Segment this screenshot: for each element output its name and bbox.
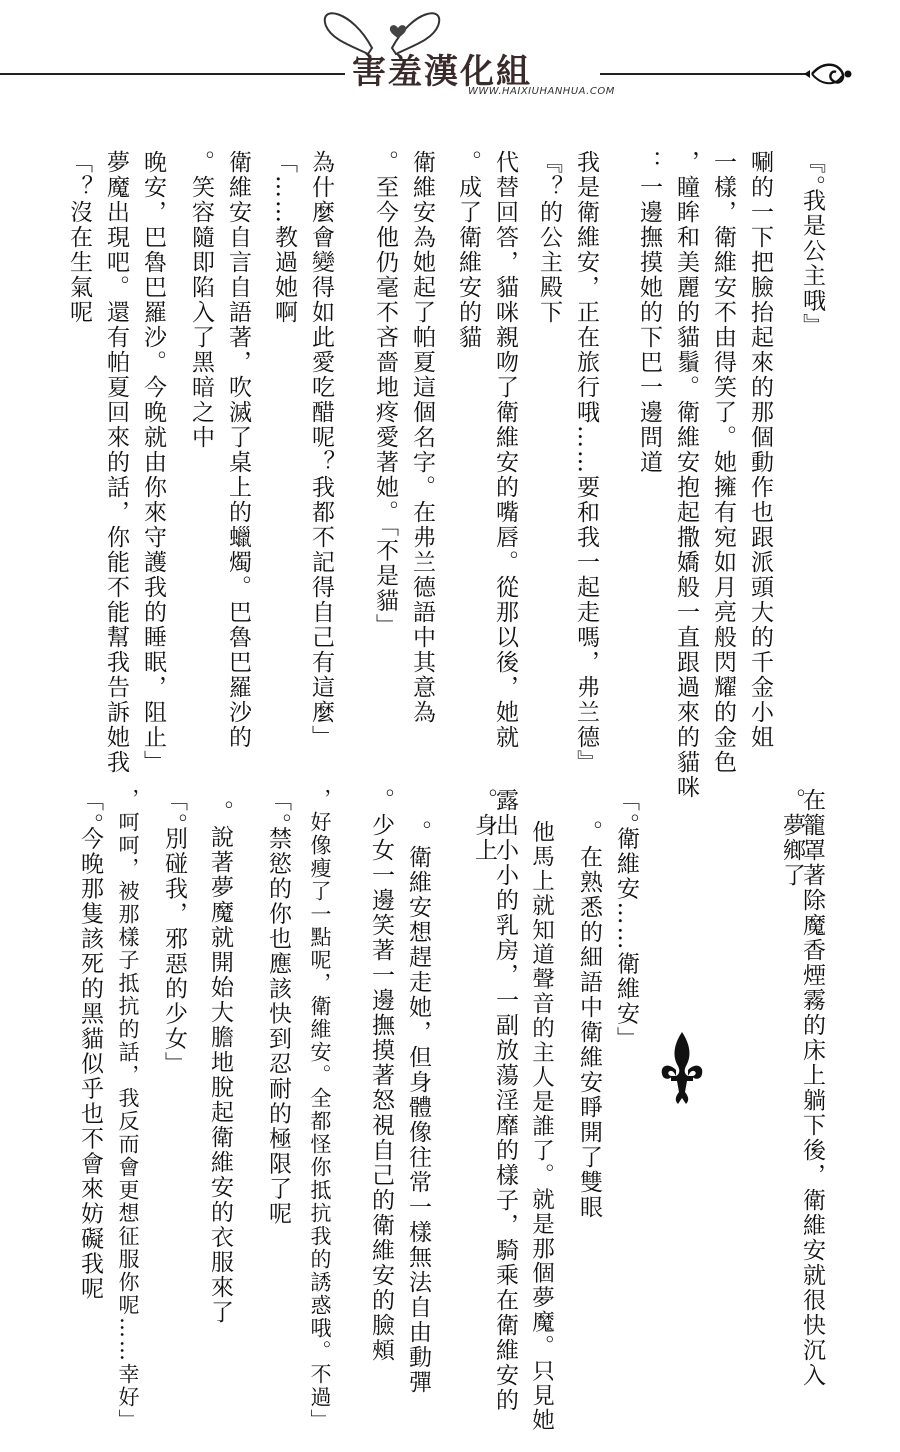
text-column: 教過她啊……」 bbox=[271, 150, 297, 325]
text-column: 衛維安想趕走她，但身體像往常一樣無法自由動彈。 bbox=[405, 820, 431, 1395]
flourish-icon bbox=[804, 65, 852, 84]
text-column: 瞳眸和美麗的貓鬚。衛維安抱起撒嬌般一直跟過來的貓咪， bbox=[673, 150, 699, 800]
text-column: 衛維安為她起了帕夏這個名字。在弗兰德語中其意為 bbox=[409, 150, 435, 725]
text-column: 他馬上就知道聲音的主人是誰了。就是那個夢魔。只見她 bbox=[528, 820, 555, 1433]
logo-text: 害羞漢化組 bbox=[352, 52, 532, 92]
text-column: 成了衛維安的貓。 bbox=[455, 150, 481, 350]
text-column: 唰的一下把臉抬起來的那個動作也跟派頭大的千金小姐 bbox=[747, 150, 773, 750]
text-column: 夢鄉了。 bbox=[779, 788, 805, 888]
text-column: 『我是公主哦。』 bbox=[799, 150, 825, 339]
text-column: 一邊撫摸她的下巴一邊問道： bbox=[636, 150, 662, 475]
text-column: 代替回答，貓咪親吻了衛維安的嘴唇。從那以後，她就 bbox=[492, 150, 518, 750]
text-column: 「衛維安……衛維安。」 bbox=[613, 788, 639, 1052]
text-column: 「為什麼會變得如此愛吃醋呢？我都不記得自己有這麼 bbox=[308, 150, 334, 750]
text-column: 「不是貓」。至今他仍毫不吝嗇地疼愛著她。 bbox=[372, 150, 398, 639]
text-column: 笑容隨即陷入了黑暗之中。 bbox=[188, 150, 214, 450]
text-column: 少女一邊笑著一邊撫摸著怒視自己的衛維安的臉頰。 bbox=[368, 788, 394, 1363]
text-column: 「晚安，巴魯巴羅沙。今晚就由你來守護我的睡眠，阻止 bbox=[140, 150, 166, 775]
text-column: 在籠罩著除魔香煙霧的床上躺下後，衛維安就很快沉入 bbox=[799, 788, 825, 1388]
text-column: 『我是衛維安，正在旅行哦……要和我一起走嗎，弗兰德 bbox=[573, 150, 599, 775]
text-column: 在熟悉的細語中衛維安睜開了雙眼。 bbox=[576, 820, 602, 1220]
text-column: 今晚那隻該死的黑貓似乎也不會來妨礙我呢。」 bbox=[77, 788, 103, 1302]
text-column: 沒在生氣呢？」 bbox=[66, 150, 92, 325]
text-column: 說著夢魔就開始大膽地脫起衛維安的衣服來了。 bbox=[207, 800, 233, 1325]
text-column: 衛維安自言自語著，吹滅了桌上的蠟燭。巴魯巴羅沙的 bbox=[225, 150, 251, 750]
text-column: 「別碰我，邪惡的少女。」 bbox=[161, 788, 187, 1077]
text-column: 禁慾的你也應該快到忍耐的極限了呢。」 bbox=[265, 788, 291, 1227]
logo-url: WWW.HAIXIUHANHUA.COM bbox=[468, 86, 615, 97]
text-column: 夢魔出現吧。還有帕夏回來的話，你能不能幫我告訴她我 bbox=[103, 150, 129, 775]
text-column: 的公主殿下？』 bbox=[536, 150, 562, 325]
text-column: 身上。 bbox=[471, 788, 497, 863]
text-column: 「呵呵，被那樣子抵抗的話，我反而會更想征服你呢……幸好， bbox=[116, 788, 140, 1432]
text-column: 露出小小的乳房，一副放蕩淫靡的樣子，騎乘在衛維安的 bbox=[492, 788, 518, 1413]
text-column: 一樣，衛維安不由得笑了。她擁有宛如月亮般閃耀的金色 bbox=[710, 150, 736, 775]
text-column: 「好像瘦了一點呢，衛維安。全都怪你抵抗我的誘惑哦。不過， bbox=[308, 788, 332, 1432]
fleur-de-lis-icon bbox=[660, 1030, 704, 1106]
header-banner bbox=[0, 0, 900, 110]
